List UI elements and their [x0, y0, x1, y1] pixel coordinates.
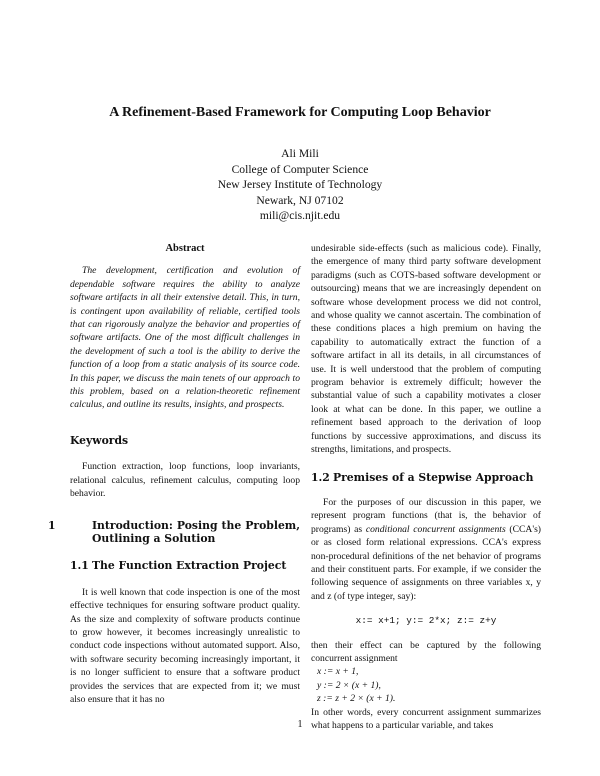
abstract-text: The development, certification and evolution of dependable software requires the ability to analyze software artifacts in all their extensive detail. This, in turn, is contingent upon availability of reliable, certified tools that can rigorously analyze the behavior and properties of software artifacts. One of the most difficult challenges in the development of such a tool is the ability to derive the function of a loop from a static analysis of its source code. In this paper, we discuss the main tenets of our approach to this problem, based on a relation-theoretic refinement calculus, and outline its results, insights, and prospects. — [70, 265, 300, 411]
section-1-2-paragraph-2: then their effect can be captured by the following concurrent assignment — [311, 639, 541, 664]
keywords-heading: Keywords — [70, 433, 129, 447]
code-snippet: x:= x+1; y:= 2*x; z:= z+y — [355, 615, 497, 627]
abstract-heading: Abstract — [165, 243, 205, 254]
section-1-2-paragraph-3: In other words, every concurrent assignment summarizes what happens to a particular variable, and takes — [311, 706, 541, 731]
keywords-text: Function extraction, loop functions, loop invariants, relational calculus, refinement calculus, computing loop behavior. — [70, 461, 300, 500]
author-block — [100, 146, 500, 224]
section-1-1-paragraph-continued: undesirable side-effects (such as malicious code). Finally, the emergence of many third party software development paradigms (such as COTS-based software development or outsourcing) means that we are increasingly dependent on software whose development process we did not control, and whose quality we cannot ascertain. The combination of these conditions places a high premium on having the capability to automatically extract the function of a software artifact in all its details, in all circumstances of use. It is well understood that the problem of computing program behavior is extremely difficult; however the substantial value of such a capability motivates a closer look at what can be done. In this paper, we outline a refinement based approach to the derivation of loop functions by successive approximations, and discuss its strengths, limitations, and prospects. — [311, 243, 541, 456]
section-1-title: Introduction: Posing the Problem, Outlining a Solution — [92, 518, 300, 545]
author-affiliation: College of Computer Science — [231, 162, 369, 176]
section-1-1-title: The Function Extraction Project — [92, 559, 287, 573]
paper-title: A Refinement-Based Framework for Computing Loop Behavior — [109, 105, 491, 120]
section-1-heading — [48, 518, 300, 546]
section-1-2-paragraph-1: For the purposes of our discussion in this paper, we represent program functions (that is, the behavior of programs) as conditional concurrent assignments (CCA's) or as closed form relational expressions. CCA's express non-procedural definitions of the net behavior of programs and their constituent parts. For example, if we consider the following sequence of assignments on three variables x, y and z (of type integer, say): — [311, 496, 541, 602]
math-line: z := z + 2 × (x + 1). — [317, 693, 396, 705]
section-1-number: 1 — [48, 518, 56, 532]
section-1-1-heading — [70, 559, 300, 572]
left-column — [48, 242, 300, 706]
author-name: Ali Mili — [281, 147, 319, 160]
section-1-2-number: 1.2 — [311, 470, 330, 484]
page-number: 1 — [297, 719, 303, 730]
section-1-2-title: Premises of a Stepwise Approach — [333, 470, 534, 484]
math-line: y := 2 × (x + 1), — [317, 679, 381, 691]
author-email: mili@cis.njit.edu — [259, 209, 341, 223]
right-column — [311, 242, 541, 732]
concurrent-assignment — [311, 665, 541, 705]
author-institution: New Jersey Institute of Technology — [217, 178, 383, 192]
math-line: x := x + 1, — [317, 666, 359, 678]
section-1-2-heading — [311, 471, 541, 484]
author-address: Newark, NJ 07102 — [256, 193, 344, 207]
section-1-1-paragraph: It is well known that code inspection is one of the most effective techniques for ensuring software product quality. As the size and complexity of software products continue to grow however, it becomes increasingly unrealistic to conduct code inspections without automated support. Also, with software security becoming increasingly important, it is no longer sufficient to ensure that a software product provides the services that are expected from it; we must also ensure that it has no — [70, 586, 300, 705]
section-1-1-number: 1.1 — [70, 559, 89, 573]
